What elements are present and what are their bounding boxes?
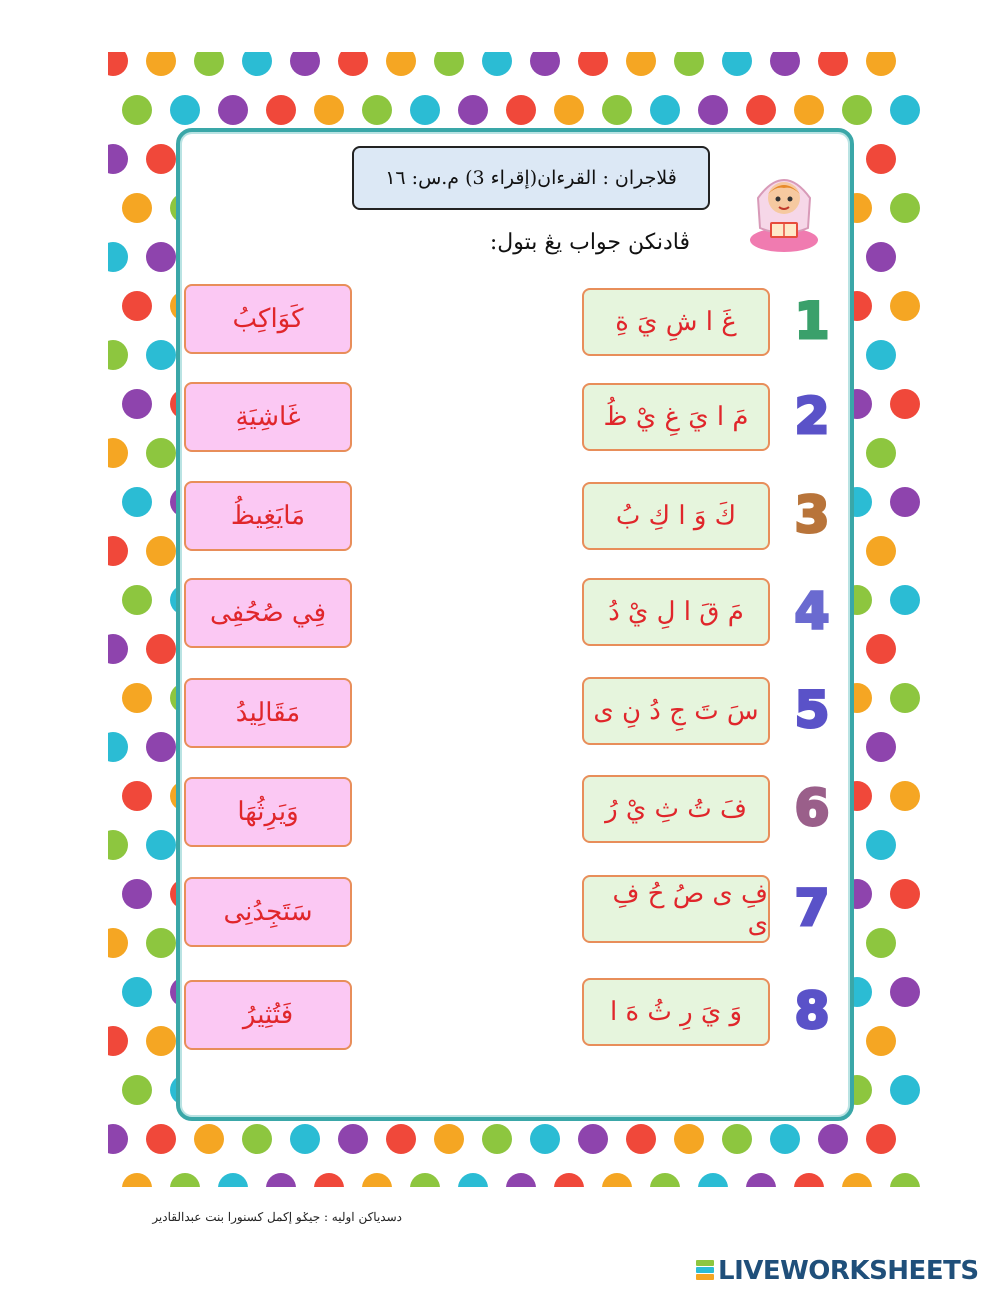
polka-dot [506,95,536,125]
polka-dot [866,242,896,272]
polka-dot [146,536,176,566]
polka-dot [866,830,896,860]
answer-option-4[interactable]: فِي صُحُفِى [184,578,352,648]
polka-dot [362,1173,392,1187]
polka-dot [290,52,320,76]
question-number-7: 7 [794,879,830,937]
polka-dot [890,389,920,419]
polka-dot [170,1173,200,1187]
polka-dot [866,732,896,762]
polka-dot [146,52,176,76]
polka-dot [386,52,416,76]
polka-dot [338,52,368,76]
polka-dot [530,1124,560,1154]
polka-dot [146,144,176,174]
polka-dot [794,95,824,125]
girl-reading-quran-icon [744,158,824,254]
polka-dot [890,879,920,909]
answer-option-2[interactable]: غَاشِيَةِ [184,382,352,452]
polka-dot [890,193,920,223]
answer-option-6[interactable]: وَيَرِثُهَا [184,777,352,847]
question-letters-5: سَ تَ جِ دُ نِ ى [582,677,770,745]
polka-dot [108,1026,128,1056]
polka-dot [122,1075,152,1105]
polka-dot [122,977,152,1007]
answer-option-8[interactable]: فَتُثِيرُ [184,980,352,1050]
question-number-2: 2 [794,387,830,445]
polka-dot [890,95,920,125]
polka-dot [122,291,152,321]
polka-dot [458,95,488,125]
question-letters-8: وَ يَ رِ ثُ هَ ا [582,978,770,1046]
polka-dot [386,1124,416,1154]
polka-dot [122,585,152,615]
polka-dot [866,1124,896,1154]
answer-option-7[interactable]: سَتَجِدُنِى [184,877,352,947]
polka-dot [578,52,608,76]
polka-dot [746,95,776,125]
instruction-text: ڤادنكن جواب يڠ بتول: [489,230,690,255]
polka-dot [242,52,272,76]
polka-dot [108,144,128,174]
answer-option-3[interactable]: مَايَغِيظُ [184,481,352,551]
polka-dot [794,1173,824,1187]
polka-dot [194,52,224,76]
question-letters-4: مَ قَ ا لِ يْ دُ [582,578,770,646]
polka-dot [122,781,152,811]
polka-dot [890,487,920,517]
polka-dot [890,683,920,713]
polka-dot [314,95,344,125]
polka-dot [290,1124,320,1154]
polka-dot [122,683,152,713]
polka-dot [866,634,896,664]
polka-dot [122,193,152,223]
polka-dot [146,732,176,762]
polka-dot [770,52,800,76]
polka-dot [108,242,128,272]
liveworksheets-brand [696,1256,979,1286]
polka-dot [108,732,128,762]
question-letters-6: فَ تُ ثِ يْ رُ [582,775,770,843]
polka-dot [146,438,176,468]
polka-dot [146,242,176,272]
polka-dot [890,1075,920,1105]
polka-dot [482,52,512,76]
polka-dot [122,389,152,419]
polka-dot [362,95,392,125]
polka-dot [890,1173,920,1187]
question-letters-2: مَ ا يَ غِ يْ ظُ [582,383,770,451]
polka-dot [842,1173,872,1187]
polka-dot [314,1173,344,1187]
polka-dot [146,830,176,860]
polka-dot [554,1173,584,1187]
question-letters-3: كَ وَ ا كِ بُ [582,482,770,550]
polka-dot [890,585,920,615]
polka-dot [146,1124,176,1154]
question-letters-7: فِ ى صُ حُ فِ ى [582,875,770,943]
polka-dot [674,1124,704,1154]
polka-dot [626,52,656,76]
polka-dot [602,95,632,125]
polka-dot [602,1173,632,1187]
polka-dot [108,438,128,468]
polka-dot [458,1173,488,1187]
polka-dot [890,781,920,811]
question-number-5: 5 [794,681,830,739]
polka-dot [122,1173,152,1187]
polka-dot [866,1026,896,1056]
question-letters-1: غَ ا شِ يَ ةِ [582,288,770,356]
worksheet-title: ڤلاجران : القرءان(إقراء 3) م.س: ١٦ [352,146,710,210]
polka-dot [194,1124,224,1154]
polka-dot [108,1124,128,1154]
polka-dot [218,95,248,125]
polka-dot [578,1124,608,1154]
polka-dot [122,487,152,517]
polka-dot [108,830,128,860]
question-number-1: 1 [794,292,830,350]
polka-dot [146,1026,176,1056]
polka-dot [818,1124,848,1154]
polka-dot [170,95,200,125]
credit-text: دسدياكن اوليه : جيݢو إكمل كسنورا بنت عبدالقادير [152,1210,402,1224]
polka-dot [108,536,128,566]
polka-dot [674,52,704,76]
polka-dot [770,1124,800,1154]
polka-dot [108,52,128,76]
polka-dot [122,879,152,909]
polka-dot [818,52,848,76]
polka-dot [866,536,896,566]
polka-dot [434,52,464,76]
polka-dot [650,95,680,125]
polka-dot [146,634,176,664]
polka-dot [506,1173,536,1187]
liveworksheets-logo-icon [696,1260,714,1282]
polka-dot [626,1124,656,1154]
answer-option-5[interactable]: مَقَالِيدُ [184,678,352,748]
question-number-8: 8 [794,982,830,1040]
polka-dot [146,928,176,958]
polka-dot [410,95,440,125]
polka-dot [866,144,896,174]
polka-dot [866,438,896,468]
question-number-4: 4 [794,582,830,640]
polka-dot [890,977,920,1007]
polka-dot [842,95,872,125]
polka-dot [890,291,920,321]
polka-dot [122,95,152,125]
polka-dot [554,95,584,125]
polka-dot [722,52,752,76]
polka-dot [338,1124,368,1154]
question-number-6: 6 [794,779,830,837]
polka-dot [146,340,176,370]
polka-dot [746,1173,776,1187]
polka-dot [866,52,896,76]
polka-dot [218,1173,248,1187]
brand-name: LIVEWORKSHEETS [718,1256,979,1286]
polka-dot [108,634,128,664]
polka-dot [698,95,728,125]
answer-option-1[interactable]: كَوَاكِبُ [184,284,352,354]
polka-dot [530,52,560,76]
polka-dot [650,1173,680,1187]
polka-dot [410,1173,440,1187]
polka-dot [866,928,896,958]
polka-dot [698,1173,728,1187]
polka-dot [866,340,896,370]
polka-dot [266,95,296,125]
polka-dot [722,1124,752,1154]
polka-dot [266,1173,296,1187]
polka-dot [242,1124,272,1154]
polka-dot [434,1124,464,1154]
polka-dot [482,1124,512,1154]
question-number-3: 3 [794,486,830,544]
polka-dot [108,340,128,370]
polka-dot [108,928,128,958]
